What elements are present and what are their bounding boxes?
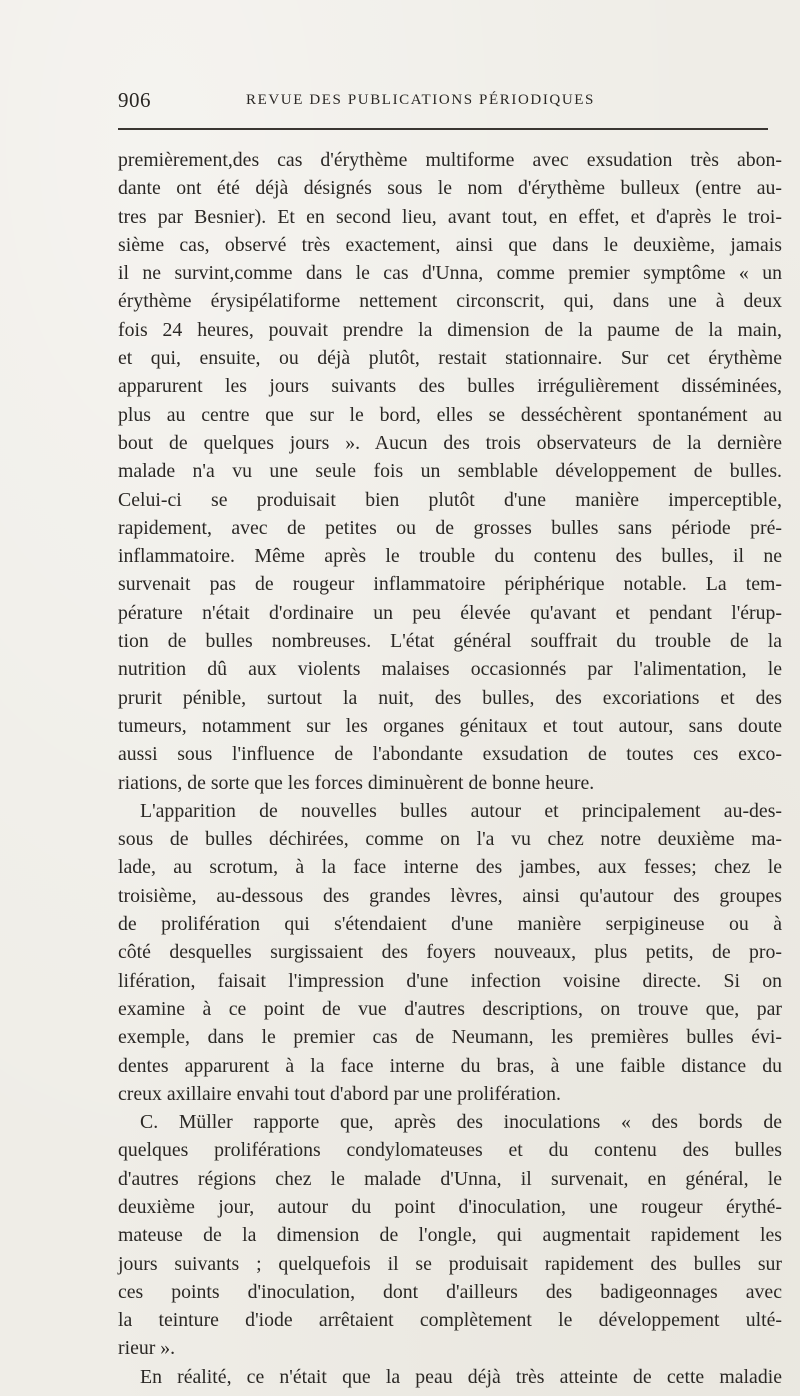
- text-line: tion de bulles nombreuses. L'état général souffrait du trouble de la: [118, 630, 782, 653]
- text-line: creux axillaire envahi tout d'abord par une prolifération.: [118, 1082, 561, 1105]
- page-number: 906: [118, 88, 151, 112]
- text-line: d'autres régions chez le malade d'Unna, il survenait, en général, le: [118, 1167, 782, 1190]
- text-line: la teinture d'iode arrêtaient complètement le développement ulté-: [118, 1309, 782, 1332]
- text-line: et qui, ensuite, ou déjà plutôt, restait stationnaire. Sur cet érythème: [118, 347, 782, 370]
- text-line: fois 24 heures, pouvait prendre la dimension de la paume de la main,: [118, 318, 782, 341]
- text-line: lade, au scrotum, à la face interne des jambes, aux fesses; chez le: [118, 856, 782, 879]
- running-title: REVUE DES PUBLICATIONS PÉRIODIQUES: [246, 92, 595, 108]
- text-line: dentes apparurent à la face interne du bras, à une faible distance du: [118, 1054, 782, 1077]
- text-line: bout de quelques jours ». Aucun des trois observateurs de la dernière: [118, 431, 782, 454]
- text-line: côté desquelles surgissaient des foyers nouveaux, plus petits, de pro-: [118, 941, 782, 964]
- text-line: examine à ce point de vue d'autres descriptions, on trouve que, par: [118, 997, 782, 1020]
- text-line: inflammatoire. Même après le trouble du contenu des bulles, il ne: [118, 545, 782, 568]
- text-line: lifération, faisait l'impression d'une infection voisine directe. Si on: [118, 969, 782, 992]
- text-line: L'apparition de nouvelles bulles autour et principalement au-des-: [140, 799, 782, 822]
- text-line: tumeurs, notamment sur les organes génitaux et tout autour, sans doute: [118, 714, 782, 737]
- text-line: mateuse de la dimension de l'ongle, qui augmentait rapidement les: [118, 1224, 782, 1247]
- text-line: Celui-ci se produisait bien plutôt d'une manière imperceptible,: [118, 488, 782, 511]
- page-header: [118, 88, 768, 118]
- text-line: survenait pas de rougeur inflammatoire périphérique notable. La tem-: [118, 573, 782, 596]
- text-line: de prolifération qui s'étendaient d'une manière serpigineuse ou à: [118, 913, 782, 936]
- text-line: apparurent les jours suivants des bulles irrégulièrement disséminées,: [118, 375, 782, 398]
- text-line: exemple, dans le premier cas de Neumann, les premières bulles évi-: [118, 1026, 782, 1049]
- text-line: dante ont été déjà désignés sous le nom d'érythème bulleux (entre au-: [118, 177, 782, 200]
- text-line: C. Müller rapporte que, après des inoculations « des bords de: [140, 1111, 782, 1134]
- text-line: pérature n'était d'ordinaire un peu élevée qu'avant et pendant l'érup-: [118, 601, 782, 624]
- text-line: rapidement, avec de petites ou de grosses bulles sans période pré-: [118, 516, 782, 539]
- text-line: érythème érysipélatiforme nettement circonscrit, qui, dans une à deux: [118, 290, 782, 313]
- text-line: prurit pénible, surtout la nuit, des bulles, des excoriations et des: [118, 686, 782, 709]
- text-line: il ne survint,comme dans le cas d'Unna, comme premier symptôme « un: [118, 262, 782, 285]
- text-line: malade n'a vu une seule fois un semblable développement de bulles.: [118, 460, 782, 483]
- text-line: aussi sous l'influence de l'abondante exsudation de toutes ces exco-: [118, 743, 782, 766]
- text-line: sous de bulles déchirées, comme on l'a vu chez notre deuxième ma-: [118, 828, 782, 851]
- body-text: [118, 146, 782, 1391]
- text-line: riations, de sorte que les forces diminuèrent de bonne heure.: [118, 771, 595, 794]
- header-rule: [118, 128, 768, 130]
- text-line: premièrement,des cas d'érythème multiforme avec exsudation très abon-: [118, 149, 782, 171]
- text-line: nutrition dû aux violents malaises occasionnés par l'alimentation, le: [118, 658, 782, 681]
- text-line: troisième, au-dessous des grandes lèvres, ainsi qu'autour des groupes: [118, 884, 782, 907]
- text-line: deuxième jour, autour du point d'inoculation, une rougeur érythé-: [118, 1195, 782, 1218]
- text-line: En réalité, ce n'était que la peau déjà très atteinte de cette maladie: [140, 1365, 782, 1388]
- text-line: jours suivants ; quelquefois il se produisait rapidement des bulles sur: [118, 1252, 782, 1275]
- text-line: plus au centre que sur le bord, elles se desséchèrent spontanément au: [118, 403, 782, 426]
- text-line: sième cas, observé très exactement, ainsi que dans le deuxième, jamais: [118, 233, 782, 256]
- text-line: quelques proliférations condylomateuses et du contenu des bulles: [118, 1139, 782, 1162]
- text-line: ces points d'inoculation, dont d'ailleurs des badigeonnages avec: [118, 1280, 782, 1303]
- text-line: rieur ».: [118, 1337, 176, 1360]
- text-line: tres par Besnier). Et en second lieu, avant tout, en effet, et d'après le troi-: [118, 205, 782, 228]
